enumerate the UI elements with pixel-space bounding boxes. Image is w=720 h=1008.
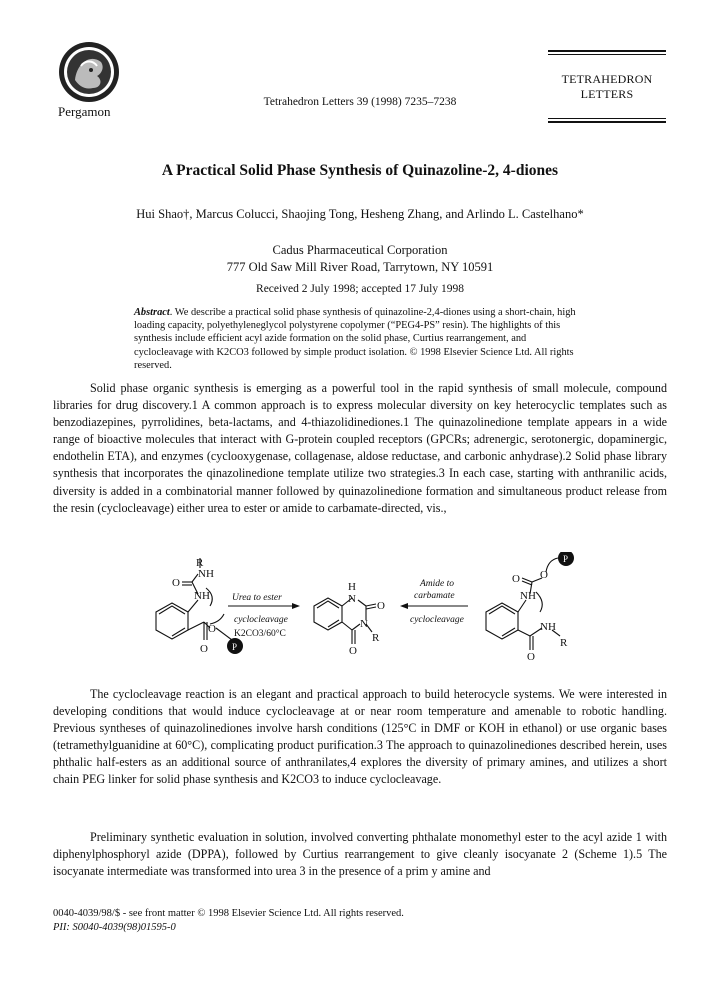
resin-label-right: P <box>563 554 569 564</box>
header-rule-top <box>548 50 666 52</box>
label-NH-right-bottom: NH <box>540 621 556 633</box>
body-paragraph-1 <box>53 380 667 517</box>
paragraph-text: The cyclocleavage reaction is an elegant and practical approach to build heterocycle systems. We were interested in developing conditions that would induce cyclocleavage at or near room temperature and amenable to robotic handling. Previous syntheses of quinazolinediones involve harsh conditions (125°C in DMF or KOH in ethanol) or use organic bases (tetramethylguanidine at 60°C), complicating product purification.3 The approach to quinazolinediones described herein, uses phthalic half-esters as an additional source of anthranilates,4 explores the diversity of primary amines, and utilizes a short chain PEG linker for solid phase synthesis and K2CO3 to induce cyclocleavage. <box>53 687 667 787</box>
reaction-scheme <box>120 552 600 682</box>
paragraph-text: Solid phase organic synthesis is emerging as a powerful tool in the rapid synthesis of small molecule, compound libraries for drug discovery.1 A common approach is to express molecular diversity on key heterocyclic templates such as benzodiazepines, pyrrolidines, beta-lactams, and 4-thiazolidinediones.1 The quinazolinedione template appears in a wide range of bioactive molecules that interact with G-protein coupled receptors (GPCRs; adrenergic, serotonergic, dopaminergic, endothelin ETA), and enzymes (cyclooxygenase, collagenase, aldose reductase, and carbonic anhydrase).2 Solid phase library synthesis that incorporates the qinazolinedione template utilize two strategies.3 In each case, starting with anthranilic acids, diversity is added in a combinatorial manner followed by quinazolinedione formation and simultaneous product release from the resin (cyclocleavage) either urea to ester or amide to carbamate-directed, vis., <box>53 381 667 515</box>
pii-line: PII: S0040-4039(98)01595-0 <box>53 922 176 933</box>
arrow-left-label: Urea to ester <box>232 593 282 603</box>
label-O-center-bottom: O <box>349 645 357 657</box>
journal-name <box>548 72 666 102</box>
label-N-center-top: N <box>348 593 356 605</box>
journal-citation: Tetrahedron Letters 39 (1998) 7235–7238 <box>263 96 457 108</box>
arrow-left-condition-1: cyclocleavage <box>234 615 288 625</box>
label-N-center-bottom: N <box>360 618 368 630</box>
body-paragraph-2 <box>53 686 667 789</box>
label-R-center: R <box>372 632 380 644</box>
label-O-right-carbonyl: O <box>512 573 520 585</box>
abstract-text: . We describe a practical solid phase synthesis of quinazoline-2,4-diones using a short-chain, high loading capacity, polyethyleneglycol polystyrene copolymer (“PEG4-PS” resin). The highlights of this synthesis include efficient acyl azide formation on the solid phase, Curtius rearrangement, and cyclocleavage with K2CO3 followed by simple product isolation. © 1998 Elsevier Science Ltd. All rights reserved. <box>134 307 576 371</box>
journal-name-line1: TETRAHEDRON <box>561 72 653 86</box>
journal-name-line2: LETTERS <box>580 87 634 101</box>
header-rule-bottom <box>548 121 666 123</box>
footer <box>53 907 404 935</box>
label-R-left: R <box>196 557 204 569</box>
abstract <box>134 306 586 372</box>
label-H-center: H <box>348 581 356 593</box>
paragraph-text: Preliminary synthetic evaluation in solution, involved converting phthalate monomethyl ester to the acyl azide 1 with diphenylphosphoryl azide (DPPA), followed by Curtius rearrangement to give cleanly isocyanate 2 (Scheme 1).5 The isocyanate intermediate was transformed into urea 3 in the presence of a prim y amine and <box>53 830 667 879</box>
author-list: Hui Shao†, Marcus Colucci, Shaojing Tong, Hesheng Zhang, and Arlindo L. Castelhano* <box>136 207 584 221</box>
arrow-right-label-2: carbamate <box>414 591 455 601</box>
header-rule-top-thin <box>548 54 666 55</box>
pergamon-logo <box>57 40 121 104</box>
label-O-center-right: O <box>377 600 385 612</box>
body-paragraph-3 <box>53 829 667 880</box>
label-O-right-ether: O <box>540 569 548 581</box>
publisher-name: Pergamon <box>58 104 111 119</box>
label-O-left-carbonyl: O <box>172 577 180 589</box>
label-O-ester: O <box>208 623 216 635</box>
affiliation-line2: 777 Old Saw Mill River Road, Tarrytown, NY 10591 <box>226 260 494 274</box>
arrow-right-condition: cyclocleavage <box>410 615 464 625</box>
arrow-left-condition-2: K2CO3/60°C <box>234 629 286 639</box>
affiliation <box>0 242 720 276</box>
abstract-label: Abstract <box>134 307 170 318</box>
label-O-right-bottom: O <box>527 651 535 663</box>
copyright-line: 0040-4039/98/$ - see front matter © 1998 Elsevier Science Ltd. All rights reserved. <box>53 908 404 919</box>
label-NH-right: NH <box>520 590 536 602</box>
label-NH-left: NH <box>194 590 210 602</box>
label-O-left-bottom: O <box>200 643 208 655</box>
resin-label-left: P <box>232 642 238 652</box>
affiliation-line1: Cadus Pharmaceutical Corporation <box>272 243 448 257</box>
article-title: A Practical Solid Phase Synthesis of Quinazoline-2, 4-diones <box>161 162 559 179</box>
received-dates: Received 2 July 1998; accepted 17 July 1998 <box>256 283 464 295</box>
label-R-right: R <box>560 637 568 649</box>
label-NH-left-top: NH <box>198 568 214 580</box>
arrow-right-label-1: Amide to <box>420 579 455 589</box>
header-rule-bottom-thin <box>548 118 666 119</box>
